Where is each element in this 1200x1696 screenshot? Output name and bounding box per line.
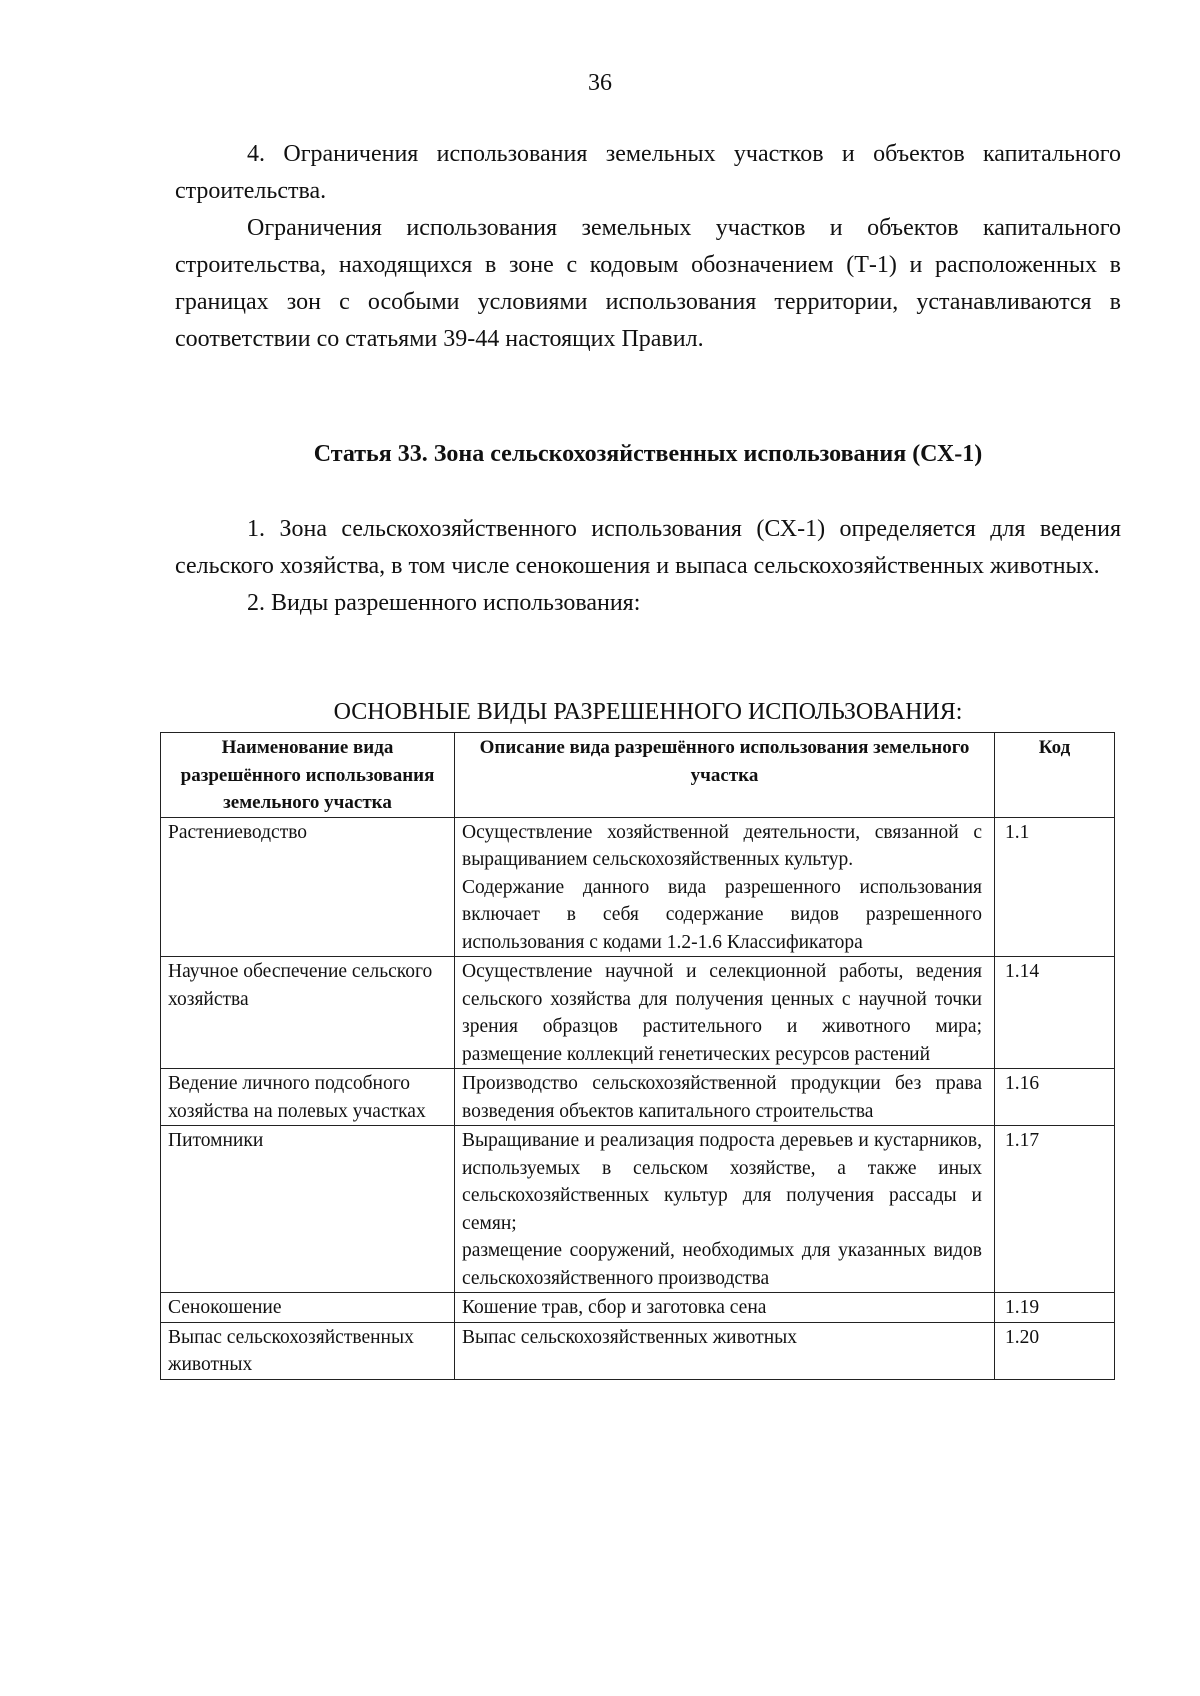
section-4 — [175, 136, 1121, 358]
cell-use-name: Сенокошение — [161, 1293, 455, 1323]
cell-use-description — [455, 1322, 995, 1379]
header-code: Код — [995, 733, 1115, 818]
section-4-title: 4. Ограничения использования земельных участков и объектов капитального строительства. — [175, 141, 1121, 204]
description-paragraph: Кошение трав, сбор и заготовка сена — [462, 1297, 767, 1318]
table-row — [161, 957, 1115, 1069]
cell-use-code: 1.1 — [995, 817, 1115, 957]
table-row — [161, 1322, 1115, 1379]
description-paragraph: Выпас сельскохозяйственных животных — [462, 1326, 797, 1348]
cell-use-name: Выпас сельскохозяйственных животных — [161, 1322, 455, 1379]
cell-use-code: 1.16 — [995, 1069, 1115, 1126]
table-row — [161, 1069, 1115, 1126]
permitted-use-table-wrapper — [160, 732, 1115, 1380]
description-paragraph: Осуществление научной и селекционной работы, ведения сельского хозяйства для получения ценных с научной точки зрения образцов растительного и животного мира; размещение коллекций генетических ресурсов растений — [462, 961, 982, 1065]
article-body — [175, 511, 1121, 622]
description-paragraph: Производство сельскохозяйственной продукции без права возведения объектов капитального строительства — [462, 1073, 982, 1122]
article-paragraph-1: 1. Зона сельскохозяйственного использования (СХ-1) определяется для ведения сельского хозяйства, в том числе сенокошения и выпаса сельскохозяйственных животных. — [175, 516, 1121, 579]
table-header-row — [161, 733, 1115, 818]
table-body — [161, 817, 1115, 1379]
table-row — [161, 1293, 1115, 1323]
description-paragraph: Выращивание и реализация подроста деревьев и кустарников, используемых в сельском хозяйстве, а также иных сельскохозяйственных культур для получения рассады и семян; — [462, 1130, 982, 1234]
table-caption: ОСНОВНЫЕ ВИДЫ РАЗРЕШЕННОГО ИСПОЛЬЗОВАНИЯ: — [333, 699, 963, 725]
page-number: 36 — [588, 70, 612, 96]
description-paragraph: Содержание данного вида разрешенного использования включает в себя содержание видов разрешенного использования с кодами 1.2-1.6 Классификатора — [462, 876, 982, 953]
cell-use-description — [455, 1069, 995, 1126]
description-paragraph: Осуществление хозяйственной деятельности, связанной с выращиванием сельскохозяйственных культур. — [462, 821, 982, 870]
permitted-use-table — [160, 732, 1115, 1380]
cell-use-code: 1.19 — [995, 1293, 1115, 1323]
cell-use-name: Научное обеспечение сельского хозяйства — [161, 957, 455, 1069]
table-row — [161, 817, 1115, 957]
cell-use-description — [455, 817, 995, 957]
cell-use-name: Ведение личного подсобного хозяйства на полевых участках — [161, 1069, 455, 1126]
cell-use-description — [455, 1293, 995, 1323]
description-paragraph: размещение сооружений, необходимых для указанных видов сельскохозяйственного производства — [462, 1240, 982, 1289]
article-heading: Статья 33. Зона сельскохозяйственных использования (СХ-1) — [313, 441, 983, 467]
cell-use-code: 1.17 — [995, 1126, 1115, 1293]
cell-use-name: Питомники — [161, 1126, 455, 1293]
cell-use-description — [455, 1126, 995, 1293]
table-row — [161, 1126, 1115, 1293]
header-name: Наименование вида разрешённого использования земельного участка — [161, 733, 455, 818]
cell-use-code: 1.20 — [995, 1322, 1115, 1379]
section-4-text: Ограничения использования земельных участков и объектов капитального строительства, находящихся в зоне с кодовым обозначением (Т-1) и расположенных в границах зон с особыми условиями использования территории, устанавливаются в соответствии со статьями 39-44 настоящих Правил. — [175, 215, 1121, 352]
article-paragraph-2: 2. Виды разрешенного использования: — [247, 590, 641, 616]
header-description: Описание вида разрешённого использования земельного участка — [455, 733, 995, 818]
cell-use-name: Растениеводство — [161, 817, 455, 957]
cell-use-description — [455, 957, 995, 1069]
cell-use-code: 1.14 — [995, 957, 1115, 1069]
